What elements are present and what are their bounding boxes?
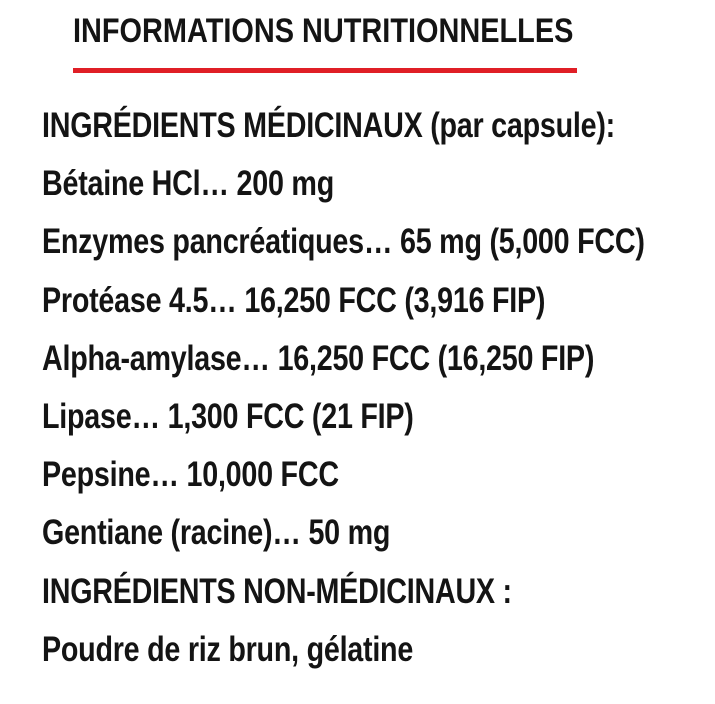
ingredient-line-text: Lipase… 1,300 FCC (21 FIP): [42, 397, 414, 437]
medicinal-section-heading-text: INGRÉDIENTS MÉDICINAUX (par capsule):: [42, 106, 615, 146]
ingredient-line: [42, 155, 715, 213]
ingredient-line: [42, 213, 715, 271]
ingredient-line-text: Pepsine… 10,000 FCC: [42, 455, 339, 495]
ingredient-line: [42, 446, 715, 504]
ingredient-line: [42, 388, 715, 446]
medicinal-section-heading: [42, 97, 715, 155]
ingredient-line-text: Gentiane (racine)… 50 mg: [42, 513, 391, 553]
ingredient-line-text: Bétaine HCl… 200 mg: [42, 164, 334, 204]
title-underline-divider: [73, 68, 577, 73]
ingredient-line-text: Enzymes pancréatiques… 65 mg (5,000 FCC): [42, 222, 645, 262]
page-title: INFORMATIONS NUTRITIONNELLES: [73, 12, 574, 50]
ingredient-list: [42, 97, 715, 679]
non-medicinal-section-heading: [42, 563, 715, 621]
ingredient-line: [42, 504, 715, 562]
ingredient-line-text: Alpha-amylase… 16,250 FCC (16,250 FIP): [42, 338, 595, 378]
ingredient-line: [42, 621, 715, 679]
ingredient-line: [42, 330, 715, 388]
ingredient-line: [42, 272, 715, 330]
non-medicinal-section-heading-text: INGRÉDIENTS NON-MÉDICINAUX :: [42, 571, 512, 611]
ingredient-line-text: Poudre de riz brun, gélatine: [42, 629, 414, 669]
ingredient-line-text: Protéase 4.5… 16,250 FCC (3,916 FIP): [42, 280, 546, 320]
